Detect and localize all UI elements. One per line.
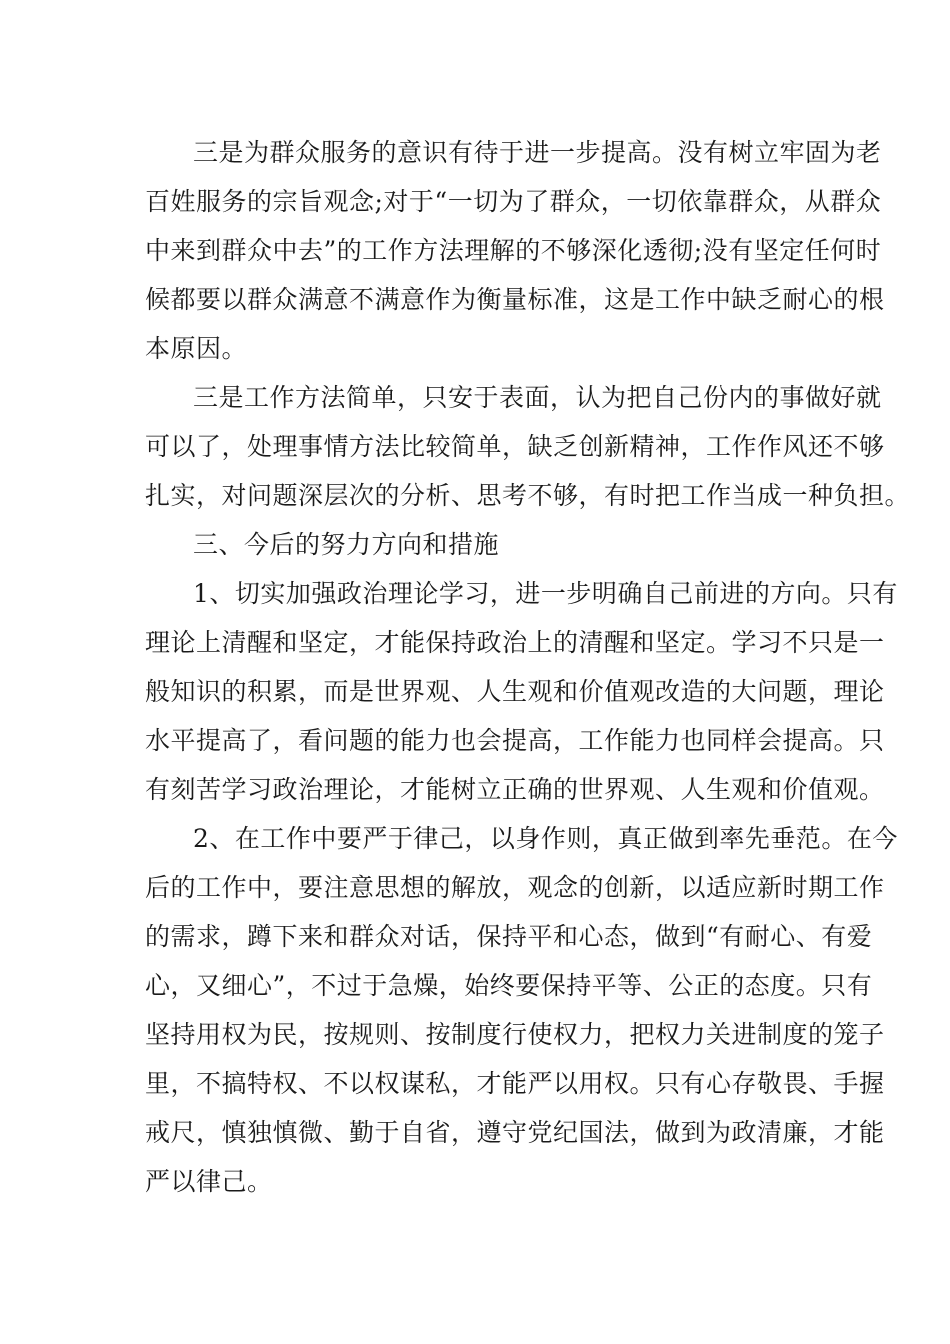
text-line: 三是工作方法简单，只安于表面，认为把自己份内的事做好就 bbox=[193, 383, 882, 412]
paragraph-work-method bbox=[145, 373, 911, 520]
text-line: 候都要以群众满意不满意作为衡量标准，这是工作中缺乏耐心的根 bbox=[145, 285, 885, 314]
paragraph-item-2 bbox=[145, 814, 898, 1206]
text-line: 2、在工作中要严于律己，以身作则，真正做到率先垂范。在今 bbox=[193, 824, 898, 853]
text-line: 本原因。 bbox=[145, 334, 248, 363]
text-line: 后的工作中，要注意思想的解放，观念的创新，以适应新时期工作 bbox=[145, 873, 885, 902]
text-line: 三是为群众服务的意识有待于进一步提高。没有树立牢固为老 bbox=[193, 138, 882, 167]
text-line: 戒尺，慎独慎微、勤于自省，遵守党纪国法，做到为政清廉，才能 bbox=[145, 1118, 885, 1147]
text-line: 可以了，处理事情方法比较简单，缺乏创新精神，工作作风还不够 bbox=[145, 432, 885, 461]
document-body bbox=[145, 128, 911, 1206]
paragraph-service-awareness bbox=[145, 128, 885, 373]
text-line: 里，不搞特权、不以权谋私，才能严以用权。只有心存敬畏、手握 bbox=[145, 1069, 885, 1098]
text-line: 理论上清醒和坚定，才能保持政治上的清醒和坚定。学习不只是一 bbox=[145, 628, 885, 657]
text-line: 严以律己。 bbox=[145, 1167, 273, 1196]
text-line: 水平提高了，看问题的能力也会提高，工作能力也同样会提高。只 bbox=[145, 726, 885, 755]
paragraph-item-1 bbox=[145, 569, 898, 814]
text-line: 的需求，蹲下来和群众对话，保持平和心态，做到“有耐心、有爱 bbox=[145, 922, 873, 951]
text-line: 扎实，对问题深层次的分析、思考不够，有时把工作当成一种负担。 bbox=[145, 481, 911, 510]
text-line: 心，又细心”，不过于急燥，始终要保持平等、公正的态度。只有 bbox=[145, 971, 873, 1000]
text-line: 1、切实加强政治理论学习，进一步明确自己前进的方向。只有 bbox=[193, 579, 898, 608]
text-line: 坚持用权为民，按规则、按制度行使权力，把权力关进制度的笼子 bbox=[145, 1020, 885, 1049]
section-heading bbox=[145, 520, 809, 569]
text-line: 百姓服务的宗旨观念;对于“一切为了群众，一切依靠群众，从群众 bbox=[145, 187, 882, 216]
text-line: 般知识的积累，而是世界观、人生观和价值观改造的大问题，理论 bbox=[145, 677, 885, 706]
text-line: 有刻苦学习政治理论，才能树立正确的世界观、人生观和价值观。 bbox=[145, 775, 885, 804]
text-line: 中来到群众中去”的工作方法理解的不够深化透彻;没有坚定任何时 bbox=[145, 236, 882, 265]
heading-line: 三、今后的努力方向和措施 bbox=[193, 530, 500, 559]
